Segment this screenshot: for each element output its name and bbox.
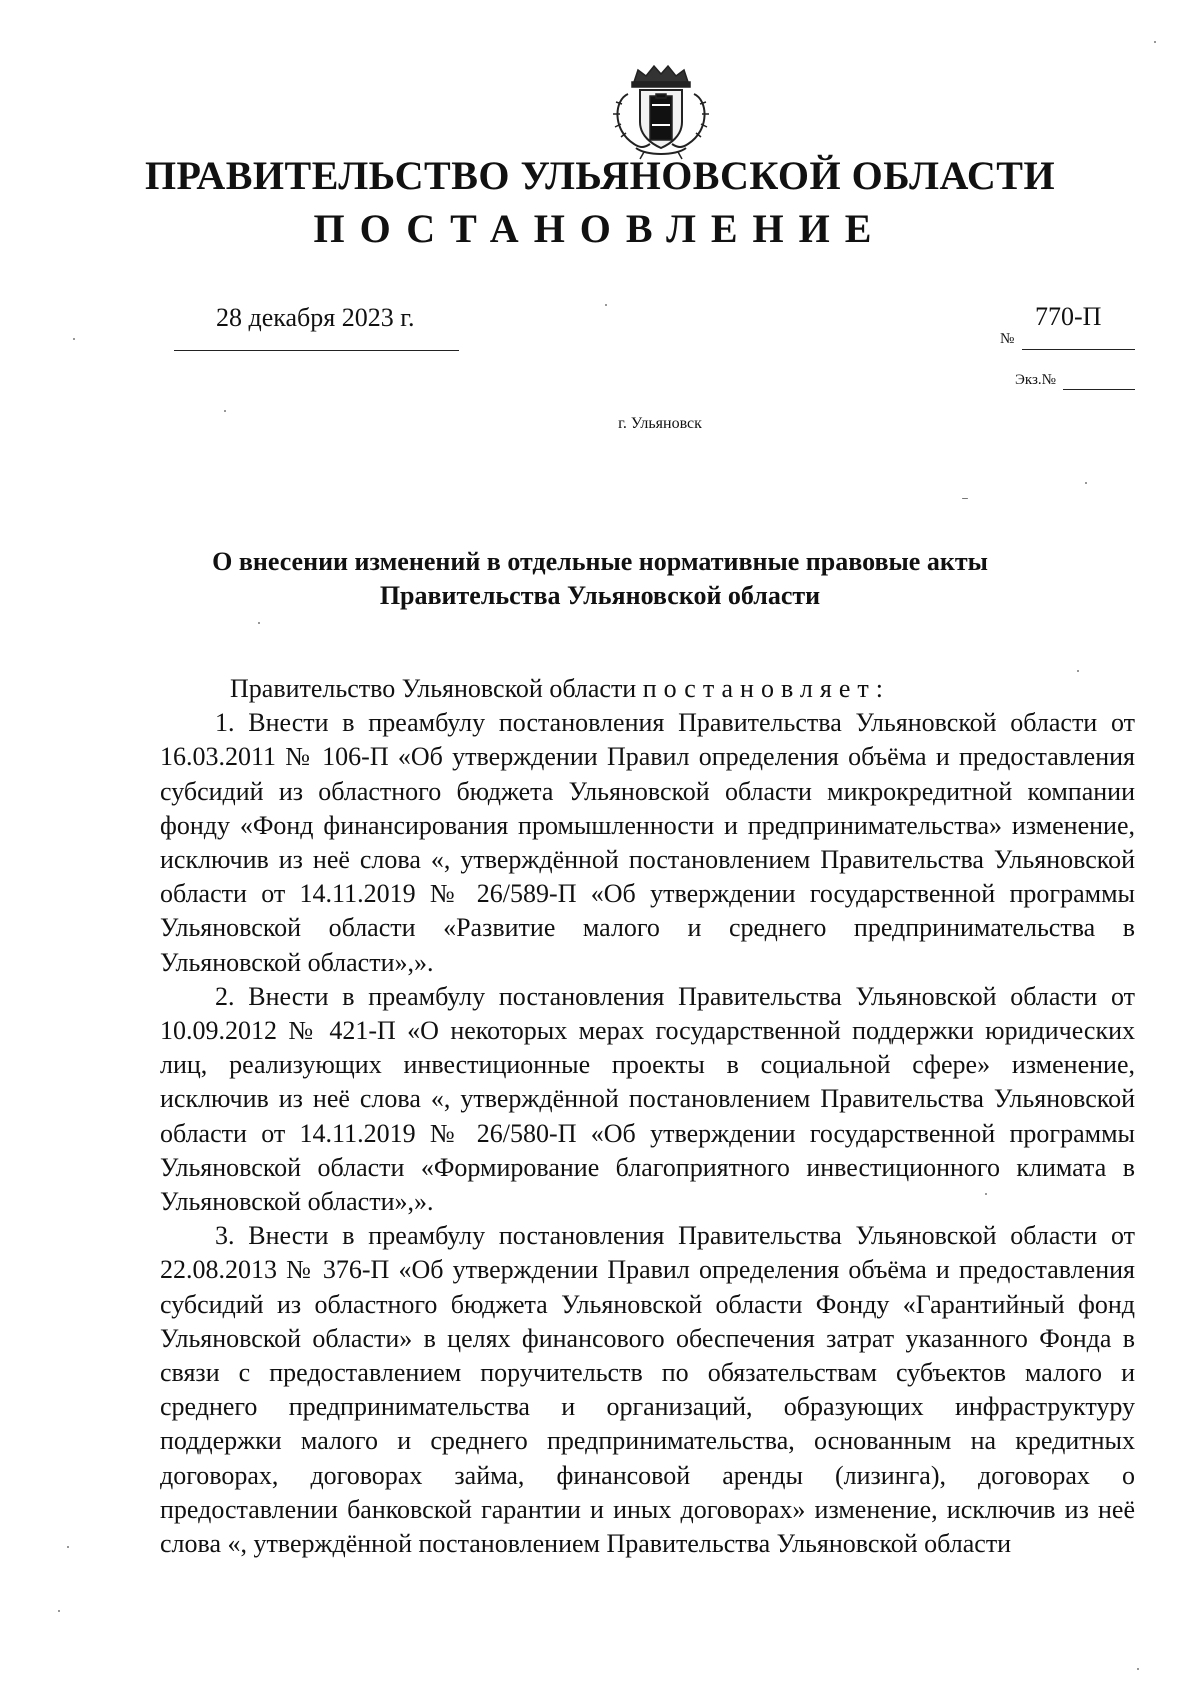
scan-speck [1154, 41, 1156, 43]
subject-line-1: О внесении изменений в отдельные нормативные правовые акты [212, 547, 988, 576]
document-subject [0, 545, 1200, 613]
scan-speck [1137, 1668, 1139, 1670]
scan-speck [58, 1610, 60, 1612]
scan-speck [67, 1546, 69, 1548]
intro-text: Правительство Ульяновской области [230, 674, 637, 703]
scan-speck [962, 498, 968, 499]
document-city: г. Ульяновск [618, 415, 702, 432]
scan-speck [73, 338, 75, 340]
number-underline [1022, 349, 1135, 350]
government-title: ПРАВИТЕЛЬСТВО УЛЬЯНОВСКОЙ ОБЛАСТИ [144, 153, 1056, 198]
document-number-label: № [1000, 331, 1015, 347]
document-number: 770-П [1035, 302, 1102, 331]
intro-action: постановляет: [642, 674, 890, 703]
document-body [160, 672, 1135, 1561]
scan-speck [1085, 482, 1087, 484]
document-type-title: ПОСТАНОВЛЕНИЕ [313, 206, 887, 251]
subject-line-2: Правительства Ульяновской области [379, 581, 821, 610]
resolution-item-2: 2. Внести в преамбулу постановления Правительства Ульяновской области от 10.09.2012 № 421-П «О некоторых мерах государственной поддержки юридических лиц, реализующих инвестиционные проекты в социальной сфере» изменение, исключив из неё слова «, утверждённой постановлением Правительства Ульяновской области от 14.11.2019 № 26/580-П «Об утверждении государственной программы Ульяновской области «Формирование благоприятного инвестиционного климата в Ульяновской области»,». [160, 981, 1135, 1217]
ulyanovsk-coat-of-arms-icon [606, 60, 716, 160]
resolution-intro [160, 672, 1135, 706]
scan-speck [985, 1193, 987, 1195]
resolution-item-3: 3. Внести в преамбулу постановления Правительства Ульяновской области от 22.08.2013 № 376-П «Об утверждении Правил определения объёма и предоставления субсидий из областного бюджета Ульяновской области Фонду «Гарантийный фонд Ульяновской области» в целях финансового обеспечения затрат указанного Фонда в связи с предоставлением поручительств по обязательствам субъектов малого и среднего предпринимательства и организаций, образующих инфраструктуру поддержки малого и среднего предпринимательства, основанным на кредитных договорах, договорах займа, финансовой аренды (лизинга), договорах о предоставлении банковской гарантии и иных договорах» изменение, исключив из неё слова «, утверждённой постановлением Правительства Ульяновской области [160, 1221, 1135, 1559]
copy-number-label: Экз.№ [1015, 372, 1056, 388]
document-date: 28 декабря 2023 г. [216, 303, 415, 332]
scan-speck [258, 622, 260, 624]
scan-speck [1077, 670, 1079, 672]
resolution-item-1: 1. Внести в преамбулу постановления Правительства Ульяновской области от 16.03.2011 № 106-П «Об утверждении Правил определения объёма и предоставления субсидий из областного бюджета Ульяновской области микрокредитной компании фонду «Фонд финансирования промышленности и предпринимательства» изменение, исключив из неё слова «, утверждённой постановлением Правительства Ульяновской области от 14.11.2019 № 26/589-П «Об утверждении государственной программы Ульяновской области «Развитие малого и среднего предпринимательства в Ульяновской области»,». [160, 708, 1135, 977]
scan-speck [605, 304, 607, 306]
scan-speck [224, 410, 226, 412]
date-underline [174, 350, 459, 351]
copy-number-underline [1063, 389, 1135, 390]
